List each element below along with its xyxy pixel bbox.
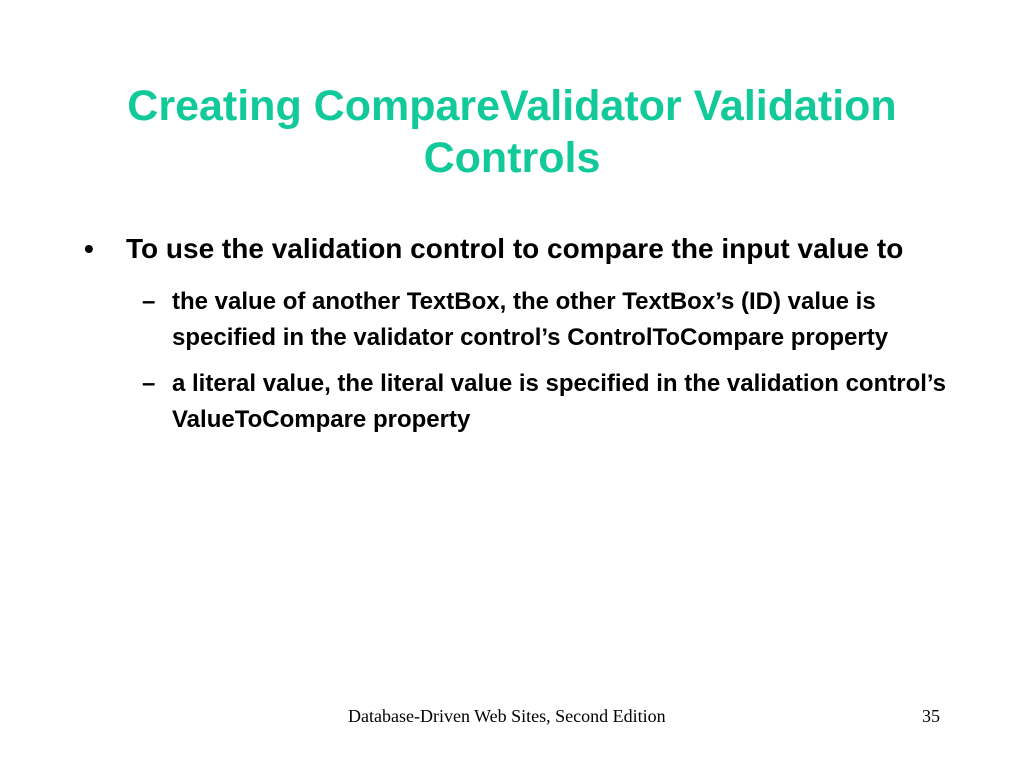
subbullet-marker: –	[142, 288, 156, 315]
slide-title: Creating CompareValidator Validation Controls	[127, 82, 897, 182]
slide-number: 35	[922, 706, 940, 726]
footer-text: Database-Driven Web Sites, Second Edition	[348, 706, 666, 726]
subbullet-text: a literal value, the literal value is specified in the validation control’s ValueToCompare property	[172, 370, 947, 433]
subbullet-item	[142, 366, 960, 438]
subbullet-text: the value of another TextBox, the other TextBox’s (ID) value is specified in the validator control’s ControlToCompare property	[172, 288, 889, 351]
bullet-marker: •	[84, 233, 94, 264]
bullet-item	[80, 228, 960, 270]
bullet-text: To use the validation control to compare the input value to	[126, 233, 904, 264]
slide-body	[80, 228, 960, 438]
subbullet-item	[142, 284, 960, 356]
subbullet-marker: –	[142, 370, 156, 397]
